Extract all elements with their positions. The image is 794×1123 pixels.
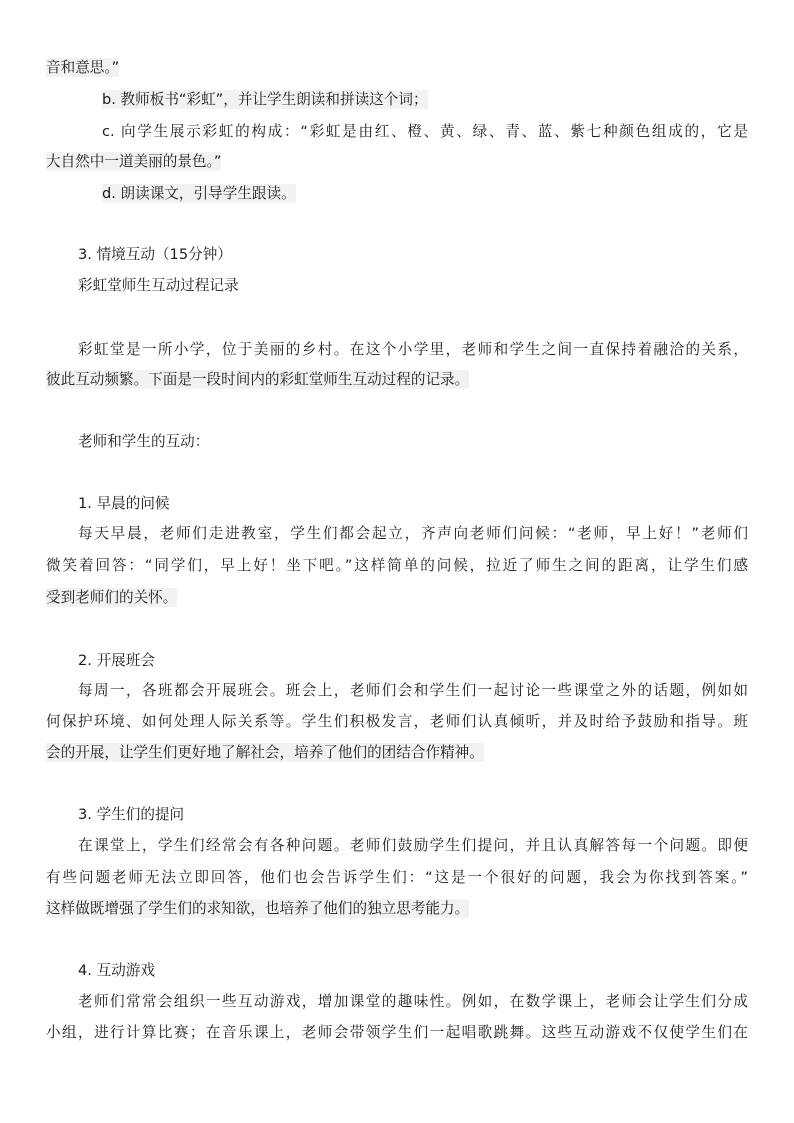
item-1-line-3: 受到老师们的关怀。 — [46, 589, 178, 606]
item-3-heading: 3. 学生们的提问 — [78, 806, 185, 823]
list-item-c-line-1: c. 向学生展示彩虹的构成：“彩虹是由红、橙、黄、绿、青、蓝、紫七种颜色组成的，它是 — [102, 123, 748, 140]
item-1-line-2: 微笑着回答：“同学们，早上好！坐下吧。”这样简单的问候，拉近了师生之间的距离，让学生们感 — [46, 557, 748, 574]
list-item-d: d. 朗读课文，引导学生跟读。 — [102, 185, 296, 202]
item-1-line-1: 每天早晨，老师们走进教室，学生们都会起立，齐声向老师们问候：“老师，早上好！”老师们 — [78, 525, 748, 542]
item-4-line-2: 小组，进行计算比赛；在音乐课上，老师会带领学生们一起唱歌跳舞。这些互动游戏不仅使学生们在 — [46, 1024, 748, 1041]
intro-paragraph-line-1: 彩虹堂是一所小学，位于美丽的乡村。在这个小学里，老师和学生之间一直保持着融洽的关系， — [78, 341, 748, 358]
item-3-line-1: 在课堂上，学生们经常会有各种问题。老师们鼓励学生们提问，并且认真解答每一个问题。即便 — [78, 837, 748, 854]
intro-paragraph-line-2: 彼此互动频繁。下面是一段时间内的彩虹堂师生互动过程的记录。 — [46, 371, 470, 388]
item-4-line-1: 老师们常常会组织一些互动游戏，增加课堂的趣味性。例如，在数学课上，老师会让学生们分成 — [78, 993, 748, 1010]
list-item-c-line-2: 大自然中一道美丽的景色。” — [46, 153, 222, 170]
text-line-1: 音和意思。” — [46, 59, 120, 76]
item-2-line-1: 每周一，各班都会开展班会。班会上，老师们会和学生们一起讨论一些课堂之外的话题，例如如 — [78, 682, 748, 699]
item-2-line-3: 会的开展，让学生们更好地了解社会，培养了他们的团结合作精神。 — [46, 744, 484, 761]
item-3-line-2: 有些问题老师无法立即回答，他们也会告诉学生们：“这是一个很好的问题，我会为你找到答案。” — [46, 869, 748, 886]
item-4-heading: 4. 互动游戏 — [78, 962, 155, 979]
item-1-heading: 1. 早晨的问候 — [78, 495, 170, 512]
item-2-heading: 2. 开展班会 — [78, 652, 155, 669]
record-title: 彩虹堂师生互动过程记录 — [78, 277, 239, 294]
item-3-line-3: 这样做既增强了学生们的求知欲，也培养了他们的独立思考能力。 — [46, 900, 470, 917]
item-2-line-2: 何保护环境、如何处理人际关系等。学生们积极发言，老师们认真倾听，并及时给予鼓励和指导。班 — [46, 713, 748, 730]
section-heading-3: 3. 情境互动（15分钟） — [78, 246, 232, 263]
interaction-heading: 老师和学生的互动： — [78, 433, 210, 450]
list-item-b: b. 教师板书“彩虹”，并让学生朗读和拼读这个词； — [102, 91, 428, 108]
